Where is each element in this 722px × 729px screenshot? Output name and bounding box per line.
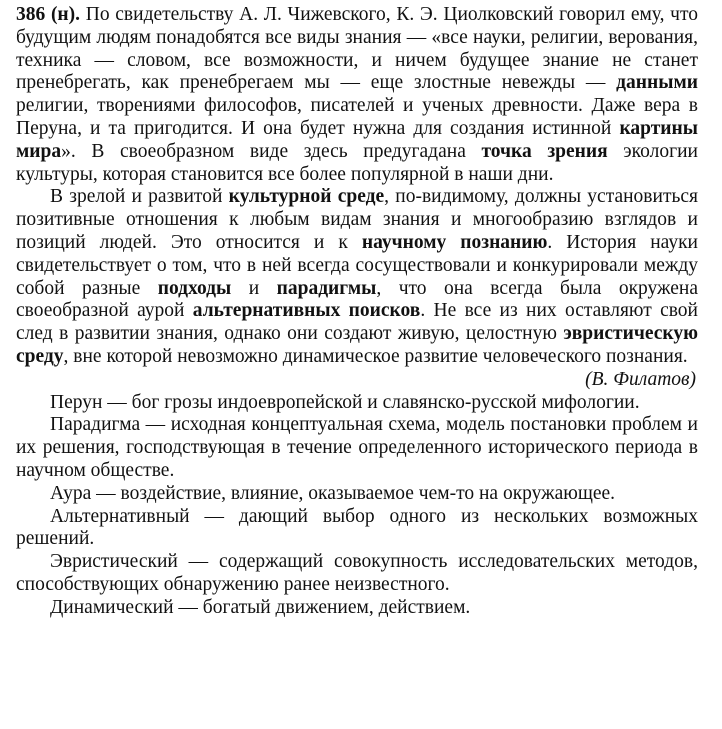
glossary-entry-alternative: Альтернативный — дающий выбор одного из нескольких возможных решений. xyxy=(16,505,698,550)
text-run: . Не все из них оставляют свой след в развитии знания, однако они создают живую, целостную xyxy=(16,300,698,345)
exercise-text xyxy=(16,4,698,620)
glossary-entry-paradigm: Парадигма — исходная концептуальная схема, модель постановки проблем и их решения, господствующая в течение определенного исторического периода в научном обществе. xyxy=(16,414,698,481)
bold-term: парадигмы xyxy=(276,277,377,299)
author-attribution: (В. Филатов) xyxy=(585,368,696,390)
exercise-number: 386 (н). xyxy=(16,4,81,25)
bold-term: эвристическую среду xyxy=(16,323,698,367)
text-run: ». В своеобразном виде здесь предугадана xyxy=(61,140,482,162)
glossary-entry-perun: Перун — бог грозы индоевропейской и славянско-русской мифологии. xyxy=(50,391,640,413)
exercise-paragraph-1 xyxy=(16,4,698,186)
exercise-paragraph-2 xyxy=(16,186,698,368)
bold-term: данными xyxy=(616,72,698,94)
text-run: , что она всегда была окружена своеобразной аурой xyxy=(16,277,698,322)
bold-term: культурной среде xyxy=(228,186,385,208)
bold-term: альтернативных поисков xyxy=(192,300,421,322)
bold-term: точка зрения xyxy=(481,140,608,162)
text-run: По свидетельству А. Л. Чижевского, К. Э. Циолковский говорил ему, что будущим людям понадобятся все виды знания — «все науки, религии, верования, техника — словом, все возможности, и ничем будущее знание не станет пренебрегать, как пренебрегаем мы — еще злостные невежды — xyxy=(16,4,698,94)
bold-term: картины мира xyxy=(16,117,698,162)
text-run: религии, творениями философов, писателей и ученых древности. Даже вера в Перуна, и та пригодится. И она будет нужна для создания истинной xyxy=(16,95,698,139)
text-run: и xyxy=(231,277,277,299)
text-run: экологии культуры, которая становится все более популярной в наши дни. xyxy=(16,140,698,185)
glossary-entry-dynamic: Динамический — богатый движением, действием. xyxy=(50,596,471,618)
glossary-entry-aura: Аура — воздействие, влияние, оказываемое чем-то на окружающее. xyxy=(50,482,616,504)
glossary-entry-heuristic: Эвристический — содержащий совокупность исследовательских методов, способствующих обнаружению ранее неизвестного. xyxy=(16,551,698,595)
text-run: , по-видимому, должны установиться позитивные отношения к любым видам знания и многообразию взглядов и позиций людей. Это относится и к xyxy=(16,186,698,253)
text-run: , вне которой невозможно динамическое развитие человеческого познания. xyxy=(63,345,688,367)
bold-term: научному познанию xyxy=(361,231,548,253)
bold-term: подходы xyxy=(157,277,232,299)
text-run: В зрелой и развитой xyxy=(50,186,229,208)
text-run: . История науки свидетельствует о том, что в ней всегда сосуществовали и конкурировали между собой разные xyxy=(16,231,698,299)
